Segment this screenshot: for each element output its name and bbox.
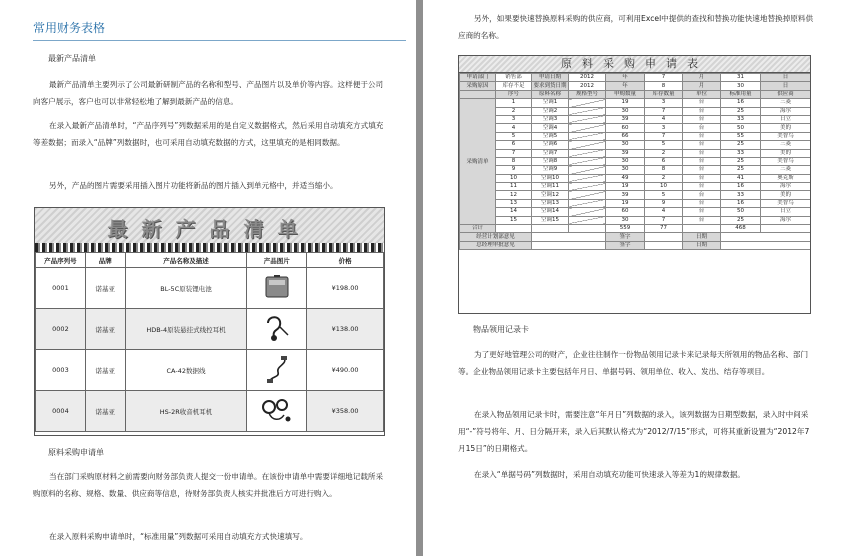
data-cell: 空调11 bbox=[532, 183, 569, 191]
data-cell: 4 bbox=[645, 208, 683, 216]
name-cell: HDB-4原装悬挂式线控耳机 bbox=[125, 309, 247, 350]
data-cell: 39 bbox=[606, 191, 645, 199]
data-cell: 5 bbox=[496, 132, 532, 140]
data-cell: 空调6 bbox=[532, 141, 569, 149]
data-cell: 三菱 bbox=[761, 166, 811, 174]
data-cell: 41 bbox=[721, 174, 761, 182]
data-cell: 66 bbox=[606, 132, 645, 140]
paragraph: 在录入“单据号码”列数据时，采用自动填充功能可快速录入等差为1的规律数据。 bbox=[474, 470, 745, 479]
meta-cell: 采购原因 bbox=[460, 82, 496, 90]
footer-blank bbox=[721, 233, 811, 241]
data-cell: 台 bbox=[683, 115, 721, 123]
price-cell: ¥198.00 bbox=[307, 268, 384, 309]
data-cell: 50 bbox=[721, 124, 761, 132]
data-cell: 美的 bbox=[761, 149, 811, 157]
data-cell: 海尔 bbox=[761, 216, 811, 224]
footer-label: 总经理审批意见 bbox=[460, 241, 532, 249]
data-cell bbox=[569, 174, 606, 182]
paragraph: 当在部门采购原材料之前需要向财务部负责人提交一份申请单。在该份申请单中需要详细地记载所采购原料的名称、规格、数量、供应商等信息，待财务部负责人核实并批准后方可进行购入。 bbox=[33, 472, 384, 498]
footer-blank bbox=[532, 241, 606, 249]
data-cell bbox=[569, 107, 606, 115]
picture-cell bbox=[247, 350, 307, 391]
table-row bbox=[36, 268, 384, 309]
data-cell: 16 bbox=[721, 183, 761, 191]
data-cell: 空调3 bbox=[532, 115, 569, 123]
meta-cell: 申请日期 bbox=[532, 74, 569, 82]
purchase-grid bbox=[459, 73, 811, 250]
total-cell bbox=[683, 225, 721, 233]
data-cell: 3 bbox=[645, 99, 683, 107]
table-row bbox=[460, 141, 811, 149]
data-cell: 台 bbox=[683, 216, 721, 224]
name-cell: CA-42数据线 bbox=[125, 350, 247, 391]
total-cell: 559 bbox=[606, 225, 645, 233]
data-cell: 16 bbox=[721, 99, 761, 107]
data-cell: 空调4 bbox=[532, 124, 569, 132]
data-cell: 6 bbox=[645, 157, 683, 165]
data-cell: 3 bbox=[645, 124, 683, 132]
data-cell: 39 bbox=[606, 115, 645, 123]
data-cell bbox=[569, 183, 606, 191]
meta-cell: 年 bbox=[606, 74, 645, 82]
cable-icon bbox=[262, 354, 292, 384]
data-cell: 空调10 bbox=[532, 174, 569, 182]
table-row bbox=[36, 350, 384, 391]
data-cell: 30 bbox=[606, 216, 645, 224]
data-cell: 1 bbox=[496, 99, 532, 107]
picture-cell bbox=[247, 268, 307, 309]
left-page bbox=[0, 0, 416, 556]
paragraph: 在录入最新产品清单时，“产品序列号”列数据采用的是自定义数据格式，然后采用自动填充方式填充等差数据；而录入“品牌”列数据时，也可采用自动填充数据的方式，这里填充的是相同数据。 bbox=[33, 121, 384, 147]
side-label-cell: 采购清单 bbox=[460, 99, 496, 225]
data-cell: 14 bbox=[496, 208, 532, 216]
paragraph: 最新产品清单主要列示了公司最新研制产品的名称和型号、产品图片以及单价等内容。这样便于公司向客户展示，客户也可以非常轻松地了解到最新产品的信息。 bbox=[33, 80, 384, 106]
serial-cell: 0004 bbox=[36, 391, 86, 432]
column-header: 产品序列号 bbox=[36, 253, 86, 268]
column-header: 库存数量 bbox=[645, 90, 683, 98]
data-cell: 空调2 bbox=[532, 107, 569, 115]
data-cell: 11 bbox=[496, 183, 532, 191]
serial-cell: 0003 bbox=[36, 350, 86, 391]
column-header: 单位 bbox=[683, 90, 721, 98]
total-blank bbox=[569, 225, 606, 233]
data-cell: 美智鸟 bbox=[761, 157, 811, 165]
paragraph: 为了更好地管理公司的财产，企业往往制作一份物品领用记录卡来记录每天所领用的物品名称、部门等。企业物品领用记录卡主要包括年月日、单据号码、领用单位、收入、发出、结存等项目。 bbox=[458, 350, 809, 376]
brand-cell: 诺基亚 bbox=[85, 268, 125, 309]
data-cell: 2 bbox=[496, 107, 532, 115]
data-cell: 美智鸟 bbox=[761, 199, 811, 207]
headset-icon bbox=[260, 395, 294, 425]
total-cell: 77 bbox=[645, 225, 683, 233]
data-cell: 50 bbox=[721, 208, 761, 216]
data-cell bbox=[569, 149, 606, 157]
data-cell: 16 bbox=[721, 199, 761, 207]
data-cell: 海尔 bbox=[761, 183, 811, 191]
data-cell: 33 bbox=[721, 149, 761, 157]
data-cell: 55 bbox=[721, 132, 761, 140]
data-cell: 空调9 bbox=[532, 166, 569, 174]
footer-sign: 签字 bbox=[606, 241, 645, 249]
data-cell: 5 bbox=[645, 191, 683, 199]
data-cell: 60 bbox=[606, 124, 645, 132]
table-row bbox=[460, 174, 811, 182]
data-cell: 13 bbox=[496, 199, 532, 207]
data-cell bbox=[569, 157, 606, 165]
data-cell: 5 bbox=[645, 141, 683, 149]
data-cell: 7 bbox=[496, 149, 532, 157]
data-cell: 台 bbox=[683, 183, 721, 191]
data-cell: 台 bbox=[683, 124, 721, 132]
data-cell: 海尔 bbox=[761, 107, 811, 115]
total-label: 合计 bbox=[460, 225, 496, 233]
column-header: 价格 bbox=[307, 253, 384, 268]
data-cell: 19 bbox=[606, 183, 645, 191]
price-cell: ¥358.00 bbox=[307, 391, 384, 432]
meta-cell: 31 bbox=[721, 74, 761, 82]
data-cell: 12 bbox=[496, 191, 532, 199]
data-cell: 30 bbox=[606, 107, 645, 115]
column-header: 原料名称 bbox=[532, 90, 569, 98]
data-cell: 9 bbox=[645, 199, 683, 207]
table-row bbox=[460, 149, 811, 157]
purchase-request-table bbox=[458, 55, 811, 314]
data-cell: 空调14 bbox=[532, 208, 569, 216]
meta-cell: 30 bbox=[721, 82, 761, 90]
price-cell: ¥490.00 bbox=[307, 350, 384, 391]
footer-blank bbox=[721, 241, 811, 249]
meta-cell: 日 bbox=[761, 74, 811, 82]
earphone-icon bbox=[262, 313, 292, 343]
data-cell: 10 bbox=[496, 174, 532, 182]
footer-blank bbox=[645, 233, 683, 241]
data-cell: 空调13 bbox=[532, 199, 569, 207]
meta-cell: 月 bbox=[683, 82, 721, 90]
data-cell: 三菱 bbox=[761, 141, 811, 149]
data-cell bbox=[569, 216, 606, 224]
data-cell: 台 bbox=[683, 166, 721, 174]
data-cell: 30 bbox=[606, 166, 645, 174]
data-cell: 空调15 bbox=[532, 216, 569, 224]
data-cell bbox=[569, 115, 606, 123]
data-cell: 台 bbox=[683, 107, 721, 115]
data-cell: 25 bbox=[721, 141, 761, 149]
meta-cell: 销售部 bbox=[496, 74, 532, 82]
purchase-table-title: 原料采购申请表 bbox=[459, 56, 810, 73]
data-cell: 台 bbox=[683, 149, 721, 157]
name-cell: HS-2R收音机耳机 bbox=[125, 391, 247, 432]
data-cell: 10 bbox=[645, 183, 683, 191]
data-cell: 4 bbox=[496, 124, 532, 132]
table-row bbox=[460, 183, 811, 191]
footer-blank bbox=[645, 241, 683, 249]
data-cell: 台 bbox=[683, 132, 721, 140]
data-cell: 39 bbox=[606, 149, 645, 157]
data-cell: 台 bbox=[683, 99, 721, 107]
meta-cell: 年 bbox=[606, 82, 645, 90]
serial-cell: 0001 bbox=[36, 268, 86, 309]
name-cell: BL-5C原装锂电池 bbox=[125, 268, 247, 309]
brand-cell: 诺基亚 bbox=[85, 350, 125, 391]
meta-cell: 申请部门 bbox=[460, 74, 496, 82]
data-cell: 3 bbox=[496, 115, 532, 123]
data-cell: 日立 bbox=[761, 115, 811, 123]
data-cell bbox=[569, 141, 606, 149]
data-cell: 空调5 bbox=[532, 132, 569, 140]
data-cell bbox=[569, 124, 606, 132]
table-row bbox=[460, 166, 811, 174]
paragraph: 在录入原料采购申请单时，“标准用量”列数据可采用自动填充方式快速填写。 bbox=[49, 532, 308, 541]
table-row bbox=[36, 391, 384, 432]
data-cell: 三菱 bbox=[761, 99, 811, 107]
data-cell: 美的 bbox=[761, 124, 811, 132]
meta-cell: 要求到货日期 bbox=[533, 82, 567, 89]
table-row bbox=[460, 115, 811, 123]
data-cell: 60 bbox=[606, 208, 645, 216]
data-cell bbox=[569, 132, 606, 140]
data-cell: 19 bbox=[606, 199, 645, 207]
battery-icon bbox=[262, 274, 292, 300]
column-header: 标准用量 bbox=[721, 90, 761, 98]
data-cell: 台 bbox=[683, 199, 721, 207]
data-cell: 30 bbox=[606, 141, 645, 149]
product-list-banner bbox=[35, 208, 384, 252]
meta-cell: 日 bbox=[761, 82, 811, 90]
footer-sign: 签字 bbox=[606, 233, 645, 241]
data-cell: 25 bbox=[721, 107, 761, 115]
meta-cell: 7 bbox=[645, 74, 683, 82]
data-cell: 空调12 bbox=[532, 191, 569, 199]
column-header: 序号 bbox=[496, 90, 532, 98]
meta-cell: 2012 bbox=[569, 74, 606, 82]
price-cell: ¥138.00 bbox=[307, 309, 384, 350]
paragraph: 在录入物品领用记录卡时，需要注意“年月日”列数据的录入，该列数据为日期型数据，录入时中间采用“-”符号将年、月、日分隔开来，录入后其默认格式为“2012/7/15”形式，可将其重新设置为“2012年7月15日”的日期格式。 bbox=[458, 410, 810, 453]
data-cell: 美智鸟 bbox=[761, 132, 811, 140]
picture-cell bbox=[247, 309, 307, 350]
data-cell: 7 bbox=[645, 107, 683, 115]
paragraph: 另外，产品的图片需要采用插入图片功能将新品的图片插入到单元格中，并适当缩小。 bbox=[49, 181, 338, 190]
data-cell: 空调1 bbox=[532, 99, 569, 107]
data-cell bbox=[569, 166, 606, 174]
data-cell: 2 bbox=[645, 149, 683, 157]
footer-label: 经营计划部意见 bbox=[460, 233, 532, 241]
paragraph: 另外，如果要快速替换原料采购的供应商，可利用Excel中提供的查找和替换功能快速地替换掉原料供应商的名称。 bbox=[458, 14, 814, 40]
data-cell: 台 bbox=[683, 174, 721, 182]
data-cell: 4 bbox=[645, 115, 683, 123]
total-blank bbox=[761, 225, 811, 233]
meta-cell: 2012 bbox=[569, 82, 606, 90]
footer-date: 日期 bbox=[683, 233, 721, 241]
total-blank bbox=[496, 225, 532, 233]
data-cell: 台 bbox=[683, 208, 721, 216]
table-row bbox=[460, 157, 811, 165]
data-cell: 9 bbox=[496, 166, 532, 174]
data-cell: 2 bbox=[645, 174, 683, 182]
column-header: 产品图片 bbox=[247, 253, 307, 268]
column-header: 规格型号 bbox=[569, 90, 606, 98]
section-title-purchase-request: 原料采购申请单 bbox=[48, 448, 104, 457]
column-header: 供应商 bbox=[761, 90, 811, 98]
header-rule bbox=[33, 40, 406, 41]
data-cell bbox=[569, 191, 606, 199]
banner-title: 最新产品清单 bbox=[107, 217, 312, 241]
table-row bbox=[460, 99, 811, 107]
data-cell: 台 bbox=[683, 191, 721, 199]
data-cell: 7 bbox=[645, 132, 683, 140]
column-header: 申购数量 bbox=[606, 90, 645, 98]
table-row bbox=[36, 309, 384, 350]
data-cell: 奥克斯 bbox=[761, 174, 811, 182]
total-cell: 468 bbox=[721, 225, 761, 233]
data-cell: 15 bbox=[496, 216, 532, 224]
product-list-table bbox=[34, 207, 385, 436]
table-row bbox=[460, 132, 811, 140]
page-header: 常用财务表格 bbox=[33, 21, 106, 35]
section-title-product-list: 最新产品清单 bbox=[48, 54, 96, 63]
banner-ornament bbox=[35, 243, 384, 252]
column-header: 品牌 bbox=[85, 253, 125, 268]
meta-cell: 库存不足 bbox=[496, 82, 532, 90]
data-cell: 25 bbox=[721, 157, 761, 165]
data-cell: 台 bbox=[683, 157, 721, 165]
table-row bbox=[460, 107, 811, 115]
data-cell: 33 bbox=[721, 115, 761, 123]
column-header: 产品名称及描述 bbox=[125, 253, 247, 268]
meta-cell: 8 bbox=[645, 82, 683, 90]
data-cell: 30 bbox=[606, 157, 645, 165]
table-row bbox=[460, 191, 811, 199]
data-cell bbox=[569, 199, 606, 207]
data-cell: 19 bbox=[606, 99, 645, 107]
brand-cell: 诺基亚 bbox=[85, 391, 125, 432]
header-blank bbox=[460, 90, 496, 98]
meta-cell: 月 bbox=[683, 74, 721, 82]
data-cell: 台 bbox=[683, 141, 721, 149]
data-cell: 25 bbox=[721, 216, 761, 224]
data-cell: 日立 bbox=[761, 208, 811, 216]
data-cell: 33 bbox=[721, 191, 761, 199]
data-cell bbox=[569, 208, 606, 216]
data-cell bbox=[569, 99, 606, 107]
table-row bbox=[460, 124, 811, 132]
data-cell: 6 bbox=[496, 141, 532, 149]
data-cell: 美的 bbox=[761, 191, 811, 199]
data-cell: 8 bbox=[645, 166, 683, 174]
serial-cell: 0002 bbox=[36, 309, 86, 350]
data-cell: 25 bbox=[721, 166, 761, 174]
product-grid bbox=[35, 252, 384, 432]
brand-cell: 诺基亚 bbox=[85, 309, 125, 350]
data-cell: 空调8 bbox=[532, 157, 569, 165]
data-cell: 49 bbox=[606, 174, 645, 182]
data-cell: 空调7 bbox=[532, 149, 569, 157]
data-cell: 8 bbox=[496, 157, 532, 165]
total-blank bbox=[532, 225, 569, 233]
picture-cell bbox=[247, 391, 307, 432]
footer-date: 日期 bbox=[683, 241, 721, 249]
footer-blank bbox=[532, 233, 606, 241]
table-row bbox=[460, 216, 811, 224]
data-cell: 7 bbox=[645, 216, 683, 224]
table-row bbox=[460, 199, 811, 207]
section-title-item-record: 物品领用记录卡 bbox=[473, 325, 529, 334]
table-row bbox=[460, 208, 811, 216]
